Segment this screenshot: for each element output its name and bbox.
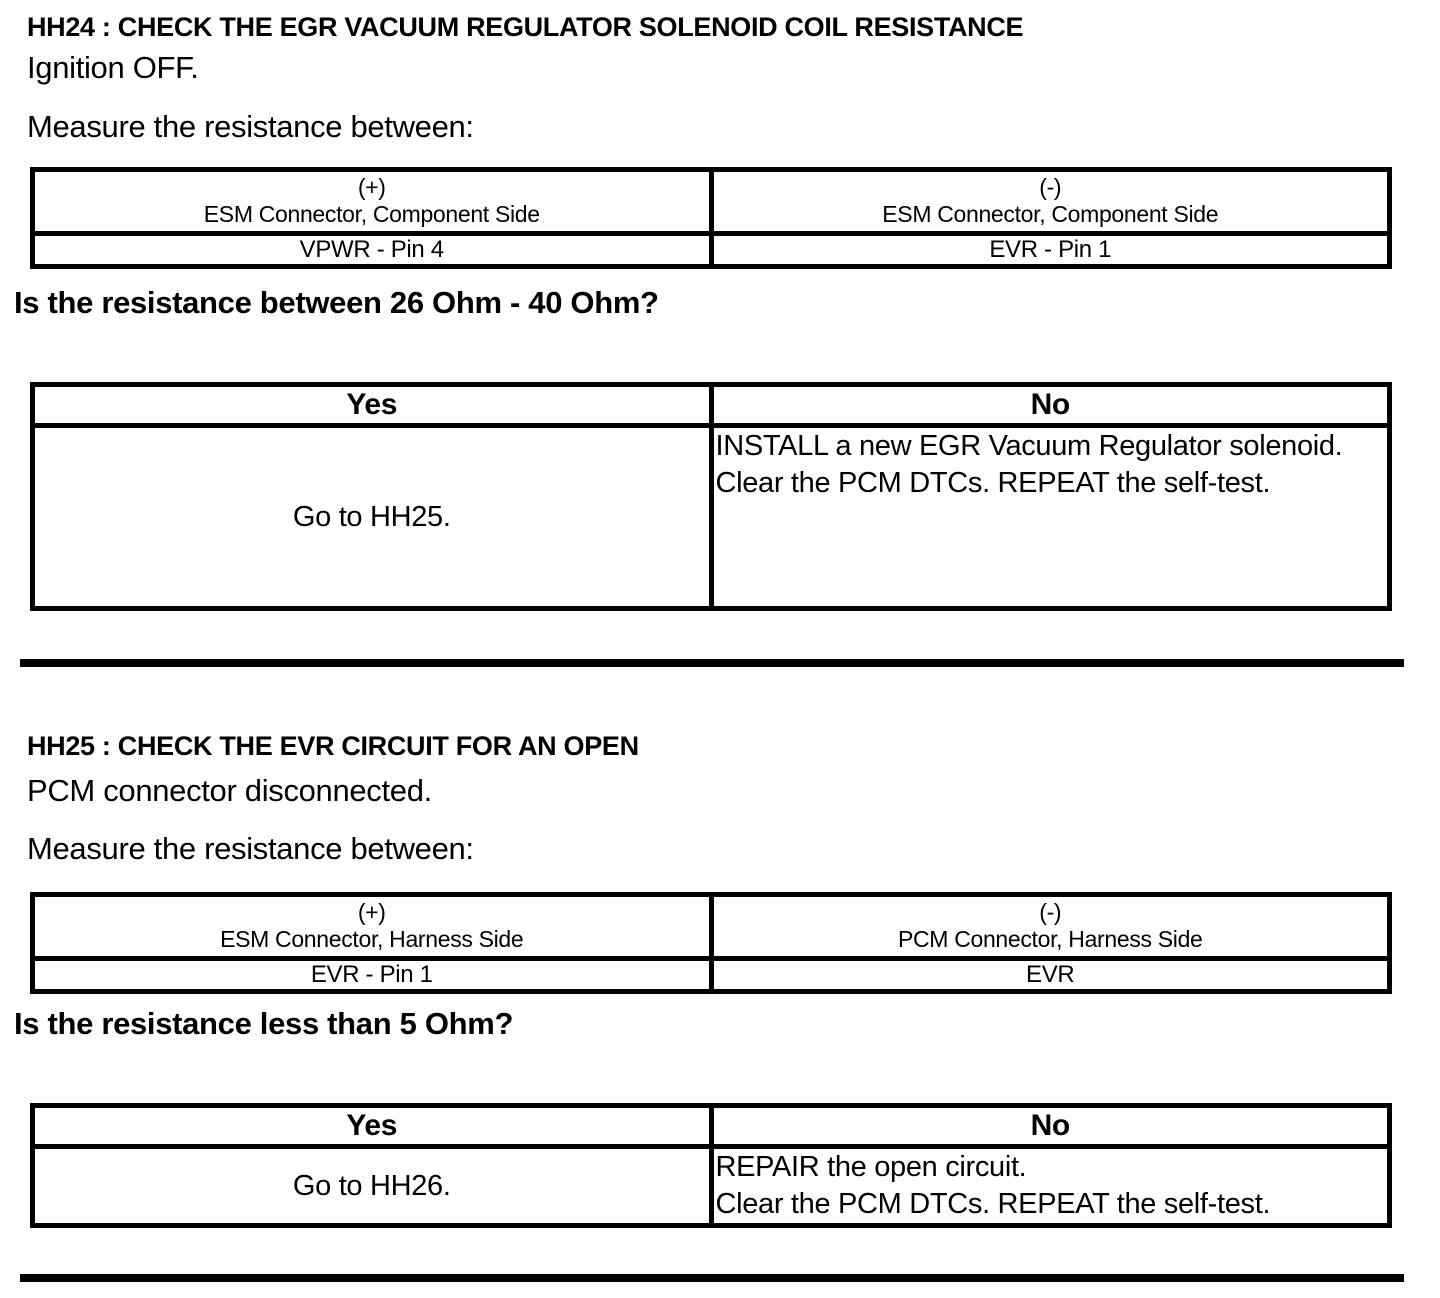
yes-action-cell: Go to HH26. (33, 1147, 712, 1226)
positive-terminal-info (35, 172, 709, 231)
test-condition: Ignition OFF. (27, 50, 199, 85)
negative-terminal-info (714, 172, 1388, 231)
measurement-table (30, 892, 1392, 994)
result-action-row (33, 1147, 1390, 1226)
no-header: No (711, 385, 1390, 426)
result-question: Is the resistance between 26 Ohm - 40 Ohm? (14, 285, 659, 320)
positive-polarity: (+) (357, 899, 386, 925)
test-condition: PCM connector disconnected. (27, 773, 432, 808)
negative-connector: ESM Connector, Component Side (882, 201, 1219, 227)
section-heading: HH25 : CHECK THE EVR CIRCUIT FOR AN OPEN (27, 731, 639, 761)
measurement-table (30, 167, 1392, 269)
positive-connector: ESM Connector, Harness Side (220, 926, 524, 952)
negative-test-point: EVR - Pin 1 (711, 234, 1390, 267)
positive-terminal-header (33, 170, 712, 234)
no-action-line: Clear the PCM DTCs. REPEAT the self-test. (715, 467, 1271, 499)
section-divider (20, 659, 1404, 667)
positive-connector: ESM Connector, Component Side (203, 201, 540, 227)
positive-test-point: EVR - Pin 1 (33, 959, 712, 992)
positive-terminal-header (33, 895, 712, 959)
no-action-line: REPAIR the open circuit. (715, 1151, 1027, 1183)
measure-instruction: Measure the resistance between: (27, 109, 474, 144)
no-header: No (711, 1106, 1390, 1147)
measure-instruction: Measure the resistance between: (27, 831, 474, 866)
negative-polarity: (-) (1039, 899, 1062, 925)
negative-terminal-header (711, 170, 1390, 234)
no-action-line: INSTALL a new EGR Vacuum Regulator solenoid. (715, 430, 1343, 462)
positive-polarity: (+) (357, 174, 386, 200)
positive-terminal-info (35, 897, 709, 956)
negative-test-point: EVR (711, 959, 1390, 992)
negative-terminal-header (711, 895, 1390, 959)
positive-test-point: VPWR - Pin 4 (33, 234, 712, 267)
measurement-header-row (33, 170, 1390, 234)
negative-polarity: (-) (1039, 174, 1062, 200)
yes-header: Yes (33, 1106, 712, 1147)
result-action-row (33, 426, 1390, 609)
negative-connector: PCM Connector, Harness Side (897, 926, 1203, 952)
measurement-value-row (33, 959, 1390, 992)
no-action-cell (711, 426, 1390, 609)
pinpoint-test-section-hh25 (0, 729, 1440, 1228)
section-divider (20, 1274, 1404, 1282)
yes-header: Yes (33, 385, 712, 426)
negative-terminal-info (714, 897, 1388, 956)
measurement-value-row (33, 234, 1390, 267)
result-table (30, 382, 1392, 611)
result-header-row (33, 385, 1390, 426)
no-action-cell (711, 1147, 1390, 1226)
section-heading: HH24 : CHECK THE EGR VACUUM REGULATOR SOLENOID COIL RESISTANCE (27, 12, 1024, 42)
measurement-header-row (33, 895, 1390, 959)
result-header-row (33, 1106, 1390, 1147)
pinpoint-test-section-hh24 (0, 10, 1440, 611)
result-table (30, 1103, 1392, 1228)
no-action-line: Clear the PCM DTCs. REPEAT the self-test. (715, 1188, 1271, 1220)
yes-action-cell: Go to HH25. (33, 426, 712, 609)
result-question: Is the resistance less than 5 Ohm? (14, 1006, 514, 1041)
